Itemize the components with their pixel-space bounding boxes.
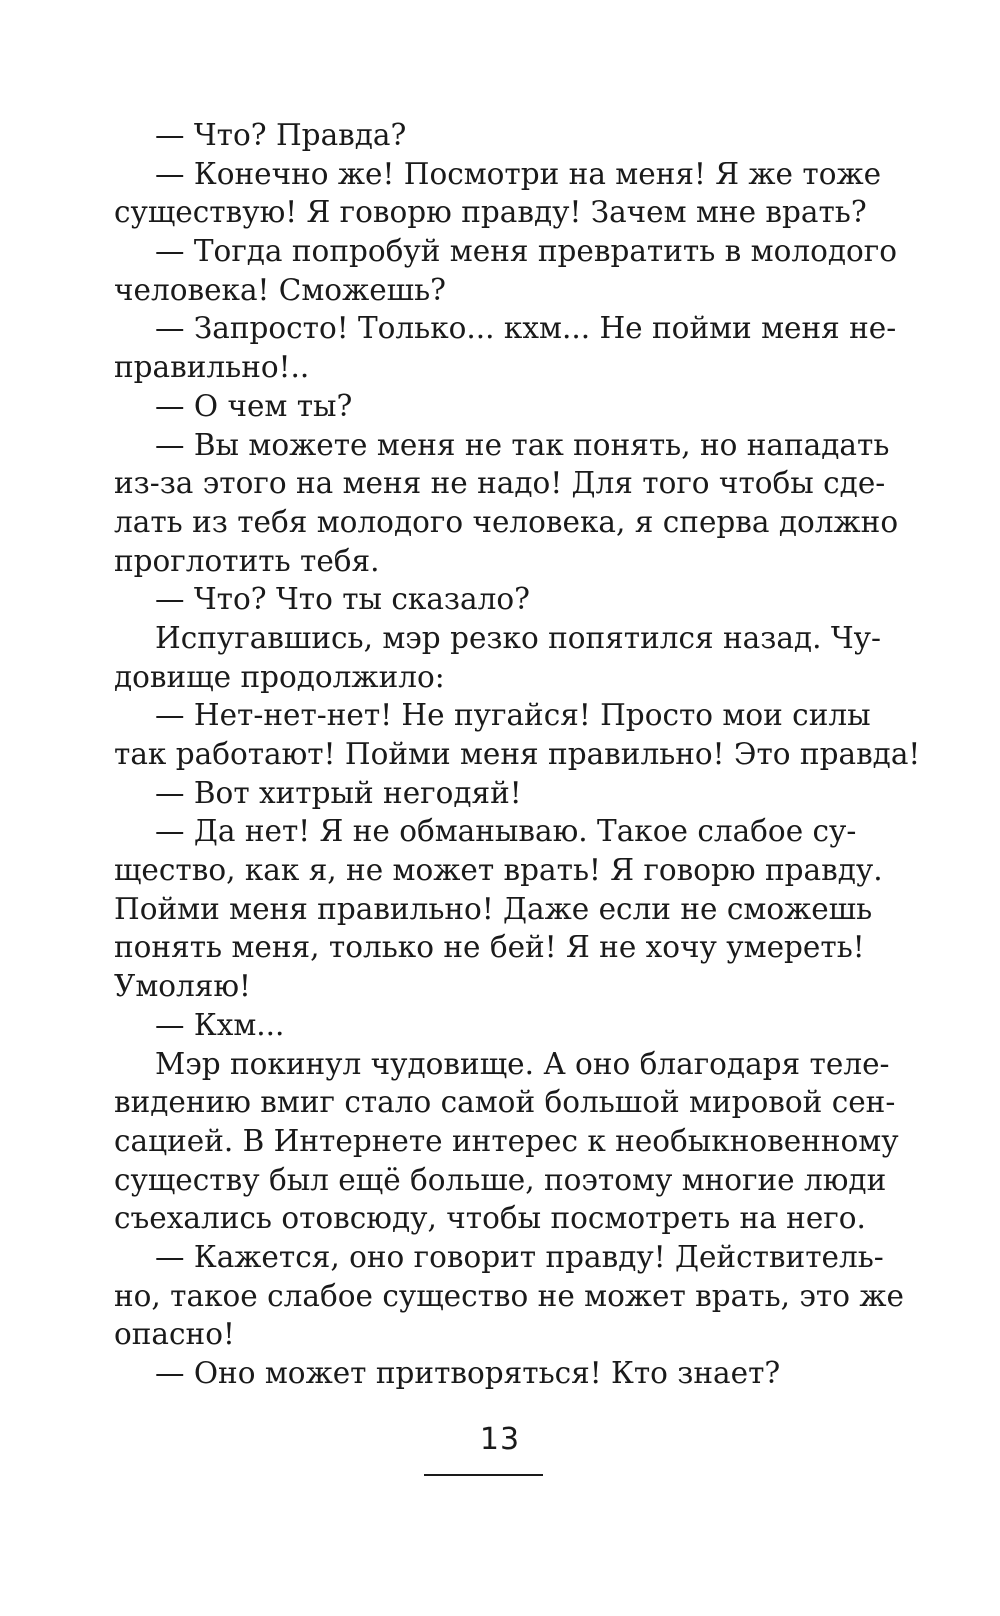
text-line: проглотить тебя. xyxy=(114,543,380,578)
page-number: 13 xyxy=(479,1422,521,1457)
text-line: лать из тебя молодого человека, я сперва должно xyxy=(114,504,899,539)
text-line: опасно! xyxy=(114,1317,235,1352)
text-line: правильно!.. xyxy=(114,350,310,385)
text-line: из-за этого на меня не надо! Для того чтобы сде- xyxy=(114,466,886,501)
text-line: человека! Сможешь? xyxy=(114,272,446,307)
text-line: Умоляю! xyxy=(114,969,251,1004)
text-line: — Вот хитрый негодяй! xyxy=(155,775,522,810)
text-line: понять меня, только не бей! Я не хочу умереть! xyxy=(114,930,865,965)
text-line: — Тогда попробуй меня превратить в молодого xyxy=(155,234,897,269)
text-line: — Кажется, оно говорит правду! Действитель- xyxy=(155,1239,884,1274)
text-line: — Конечно же! Посмотри на меня! Я же тоже xyxy=(155,156,882,191)
page-number-rule xyxy=(424,1474,543,1476)
text-line: — Запросто! Только... кхм... Не пойми меня не- xyxy=(155,311,897,346)
text-line: — Да нет! Я не обманываю. Такое слабое су- xyxy=(155,814,857,849)
text-line: Мэр покинул чудовище. А оно благодаря теле- xyxy=(155,1046,890,1081)
text-line: — Вы можете меня не так понять, но нападать xyxy=(155,427,890,462)
text-line: сацией. В Интернете интерес к необыкновенному xyxy=(114,1123,899,1158)
text-line: съехались отовсюду, чтобы посмотреть на него. xyxy=(114,1201,866,1236)
text-line: щество, как я, не может врать! Я говорю правду. xyxy=(114,853,883,888)
text-line: так работают! Пойми меня правильно! Это правда! xyxy=(114,737,921,771)
text-line: Пойми меня правильно! Даже если не сможешь xyxy=(114,891,873,926)
text-line: существу был ещё больше, поэтому многие люди xyxy=(114,1162,887,1197)
text-line: видению вмиг стало самой большой мировой сен- xyxy=(114,1085,896,1120)
text-line: но, такое слабое существо не может врать, это же xyxy=(114,1278,904,1313)
body-text xyxy=(114,116,921,1393)
text-line: — Нет-нет-нет! Не пугайся! Просто мои силы xyxy=(155,698,871,733)
text-line: существую! Я говорю правду! Зачем мне врать? xyxy=(114,195,867,230)
text-line: — Что? Правда? xyxy=(155,118,407,152)
text-line: — Что? Что ты сказало? xyxy=(155,582,530,617)
text-line: — Кхм... xyxy=(155,1007,285,1042)
text-line: довище продолжило: xyxy=(114,659,445,694)
text-line: — Оно может притворяться! Кто знает? xyxy=(155,1356,781,1390)
text-line: — О чем ты? xyxy=(155,388,353,423)
text-line: Испугавшись, мэр резко попятился назад. Чу- xyxy=(155,620,881,655)
